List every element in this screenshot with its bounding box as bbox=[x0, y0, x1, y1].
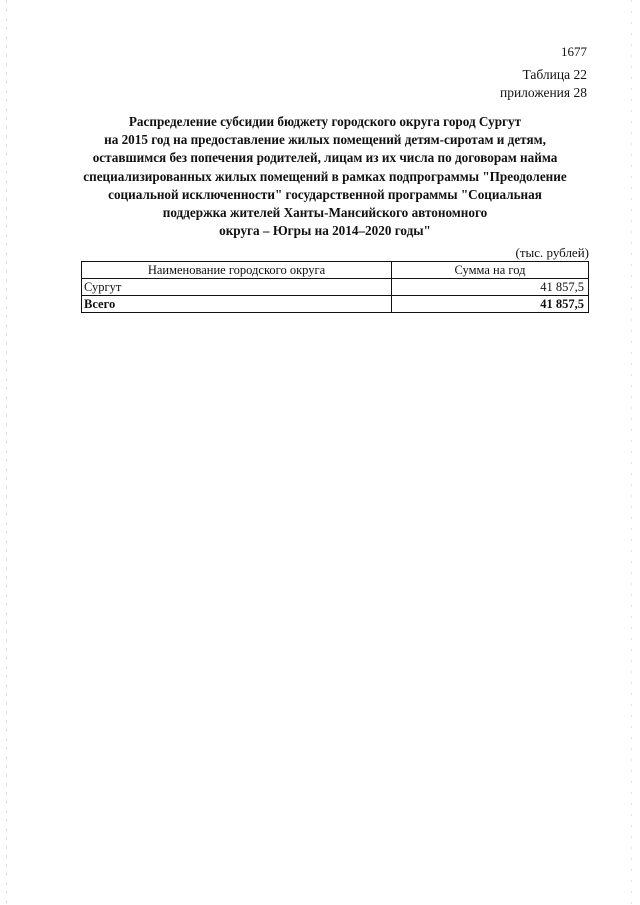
header-district-name: Наименование городского округа bbox=[82, 262, 392, 279]
table-reference-line-2: приложения 28 bbox=[499, 85, 587, 100]
table-row bbox=[82, 279, 589, 296]
table-header-row bbox=[82, 262, 589, 279]
page-number: 1677 bbox=[561, 44, 587, 59]
table-reference-line-1: Таблица 22 bbox=[522, 67, 587, 82]
cell-total-sum: 41 857,5 bbox=[392, 296, 589, 313]
table-reference bbox=[500, 66, 587, 102]
title-line: социальной исключенности" государственной программы "Социальная bbox=[108, 186, 542, 202]
units-label: (тыс. рублей) bbox=[515, 245, 589, 260]
title-line: Распределение субсидии бюджету городского округа город Сургут bbox=[128, 114, 522, 129]
cell-district-name: Сургут bbox=[82, 279, 392, 296]
scan-edge-right bbox=[631, 0, 632, 905]
title-line: на 2015 год на предоставление жилых помещений детям-сиротам и детям, bbox=[104, 132, 546, 148]
scan-edge-left bbox=[6, 0, 7, 905]
document-title bbox=[60, 113, 590, 240]
cell-annual-sum: 41 857,5 bbox=[392, 279, 589, 296]
title-line: округа – Югры на 2014–2020 годы" bbox=[219, 223, 431, 239]
subsidy-table bbox=[81, 261, 589, 313]
cell-total-label: Всего bbox=[82, 296, 392, 313]
header-annual-sum: Сумма на год bbox=[392, 262, 589, 279]
title-line: оставшимся без попечения родителей, лицам из их числа по договорам найма bbox=[92, 150, 558, 166]
title-line: поддержка жителей Ханты-Мансийского автономного bbox=[162, 205, 488, 221]
title-line: специализированных жилых помещений в рамках подпрограммы "Преодоление bbox=[83, 168, 567, 184]
table-total-row bbox=[82, 296, 589, 313]
